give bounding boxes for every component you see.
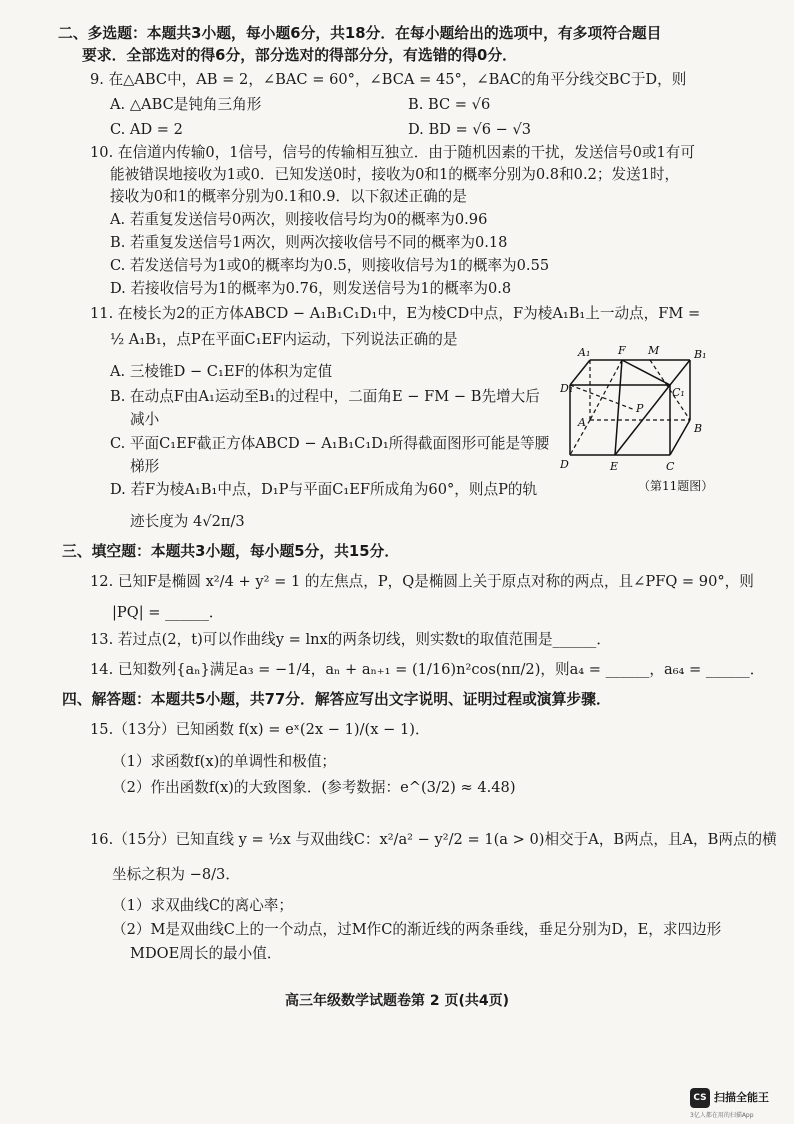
q9-option-a: A. △ABC是钝角三角形 [110, 96, 262, 113]
q11-option-c-line2: 梯形 [130, 458, 160, 475]
brand-tagline: 3亿人都在用的扫描App [690, 1112, 754, 1119]
label-a: A [578, 416, 586, 429]
q10-option-a: A. 若重复发送信号0两次，则接收信号均为0的概率为0.96 [110, 211, 488, 228]
q9-option-d: D. BD = √6 − √3 [408, 121, 532, 138]
q9-option-b: B. BC = √6 [408, 96, 491, 113]
q10-line3: 接收为0和1的概率分别为0.1和0.9．以下叙述正确的是 [110, 188, 467, 205]
q16-line4: （2）M是双曲线C上的一个动点，过M作C的渐近线的两条垂线，垂足分别为D，E，求四边形 [112, 921, 722, 938]
q16-line1: 16.（15分）已知直线 y = ½x 与双曲线C：x²/a² − y²/2 = 1(a > 0)相交于A，B两点，且A，B两点的横 [90, 831, 777, 848]
section-2-heading-line2: 要求．全部选对的得6分，部分选对的得部分分，有选错的得0分． [82, 47, 517, 64]
q10-option-c: C. 若发送信号为1或0的概率均为0.5，则接收信号为1的概率为0.55 [110, 257, 550, 274]
q15-line1: 15.（13分）已知函数 f(x) = eˣ(2x − 1)/(x − 1)． [90, 721, 430, 738]
q11-option-b-line1: B. 在动点F由A₁运动至B₁的过程中，二面角E − FM − B先增大后 [110, 388, 540, 405]
q15-line3: （2）作出函数f(x)的大致图象．(参考数据：e^(3/2) ≈ 4.48) [112, 779, 516, 796]
q14: 14. 已知数列{aₙ}满足a₃ = −1/4，aₙ + aₙ₊₁ = (1/16)n²cos(nπ/2)，则a₄ = ______，a₆₄ = ______． [90, 661, 765, 678]
q11-option-d-line1: D. 若F为棱A₁B₁中点，D₁P与平面C₁EF所成角为60°，则点P的轨 [110, 481, 538, 498]
q11-option-b-line2: 减小 [130, 411, 160, 428]
q10-line2: 能被错误地接收为1或0．已知发送0时，接收为0和1的概率分别为0.8和0.2；发送1时， [110, 166, 680, 183]
label-b: B [694, 422, 703, 435]
section-2-heading-line1: 二、多选题：本题共3小题，每小题6分，共18分．在每小题给出的选项中，有多项符合题目 [58, 25, 662, 42]
scanner-watermark [690, 1088, 790, 1118]
q11-option-c-line1: C. 平面C₁EF截正方体ABCD − A₁B₁C₁D₁所得截面图形可能是等腰 [110, 435, 550, 452]
cs-logo-icon: CS [690, 1088, 710, 1108]
cube-figure [560, 340, 750, 505]
q9-option-c: C. AD = 2 [110, 121, 183, 138]
section-4-heading: 四、解答题：本题共5小题，共77分．解答应写出文字说明、证明过程或演算步骤． [62, 691, 611, 708]
q13: 13. 若过点(2，t)可以作曲线y = lnx的两条切线，则实数t的取值范围是______． [90, 631, 611, 648]
q15-line2: （1）求函数f(x)的单调性和极值； [112, 753, 337, 770]
q11-option-a: A. 三棱锥D − C₁EF的体积为定值 [110, 363, 333, 380]
q12-line1: 12. 已知F是椭圆 x²/4 + y² = 1 的左焦点，P，Q是椭圆上关于原点对称的两点，且∠PFQ = 90°，则 [90, 573, 754, 590]
label-a1: A₁ [578, 346, 591, 359]
label-c1: C₁ [672, 386, 685, 399]
q10-option-d: D. 若接收信号为1的概率为0.76，则发送信号为1的概率为0.8 [110, 280, 512, 297]
label-b1: B₁ [694, 348, 707, 361]
label-d1: D₁ [560, 382, 574, 395]
section-3-heading: 三、填空题：本题共3小题，每小题5分，共15分． [62, 543, 400, 560]
q9-stem: 9. 在△ABC中，AB = 2，∠BAC = 60°，∠BCA = 45°，∠BAC的角平分线交BC于D，则 [90, 71, 687, 88]
q10-line1: 10. 在信道内传输0，1信号，信号的传输相互独立．由于随机因素的干扰，发送信号0或1有可 [90, 144, 695, 161]
figure-caption: （第11题图） [638, 479, 714, 493]
page-footer: 高三年级数学试题卷第 2 页(共4页) [284, 993, 510, 1009]
q12-line2: |PQ| = ______． [112, 604, 224, 621]
q11-option-d-line2: 迹长度为 4√2π/3 [130, 513, 245, 530]
q16-line5: MDOE周长的最小值． [130, 945, 282, 962]
label-d: D [560, 458, 569, 471]
label-p: P [636, 402, 644, 415]
label-m: M [648, 344, 660, 357]
label-c: C [666, 460, 675, 473]
q16-line3: （1）求双曲线C的离心率； [112, 897, 293, 914]
q16-line2: 坐标之积为 −8/3． [112, 866, 240, 883]
label-f: F [618, 344, 626, 357]
q11-line2: ½ A₁B₁，点P在平面C₁EF内运动，下列说法正确的是 [110, 331, 458, 348]
label-e: E [610, 460, 619, 473]
q11-line1: 11. 在棱长为2的正方体ABCD − A₁B₁C₁D₁中，E为棱CD中点，F为棱A₁B₁上一动点，FM = [90, 305, 701, 322]
brand-name: 扫描全能王 [714, 1091, 769, 1104]
q10-option-b: B. 若重复发送信号1两次，则两次接收信号不同的概率为0.18 [110, 234, 508, 251]
